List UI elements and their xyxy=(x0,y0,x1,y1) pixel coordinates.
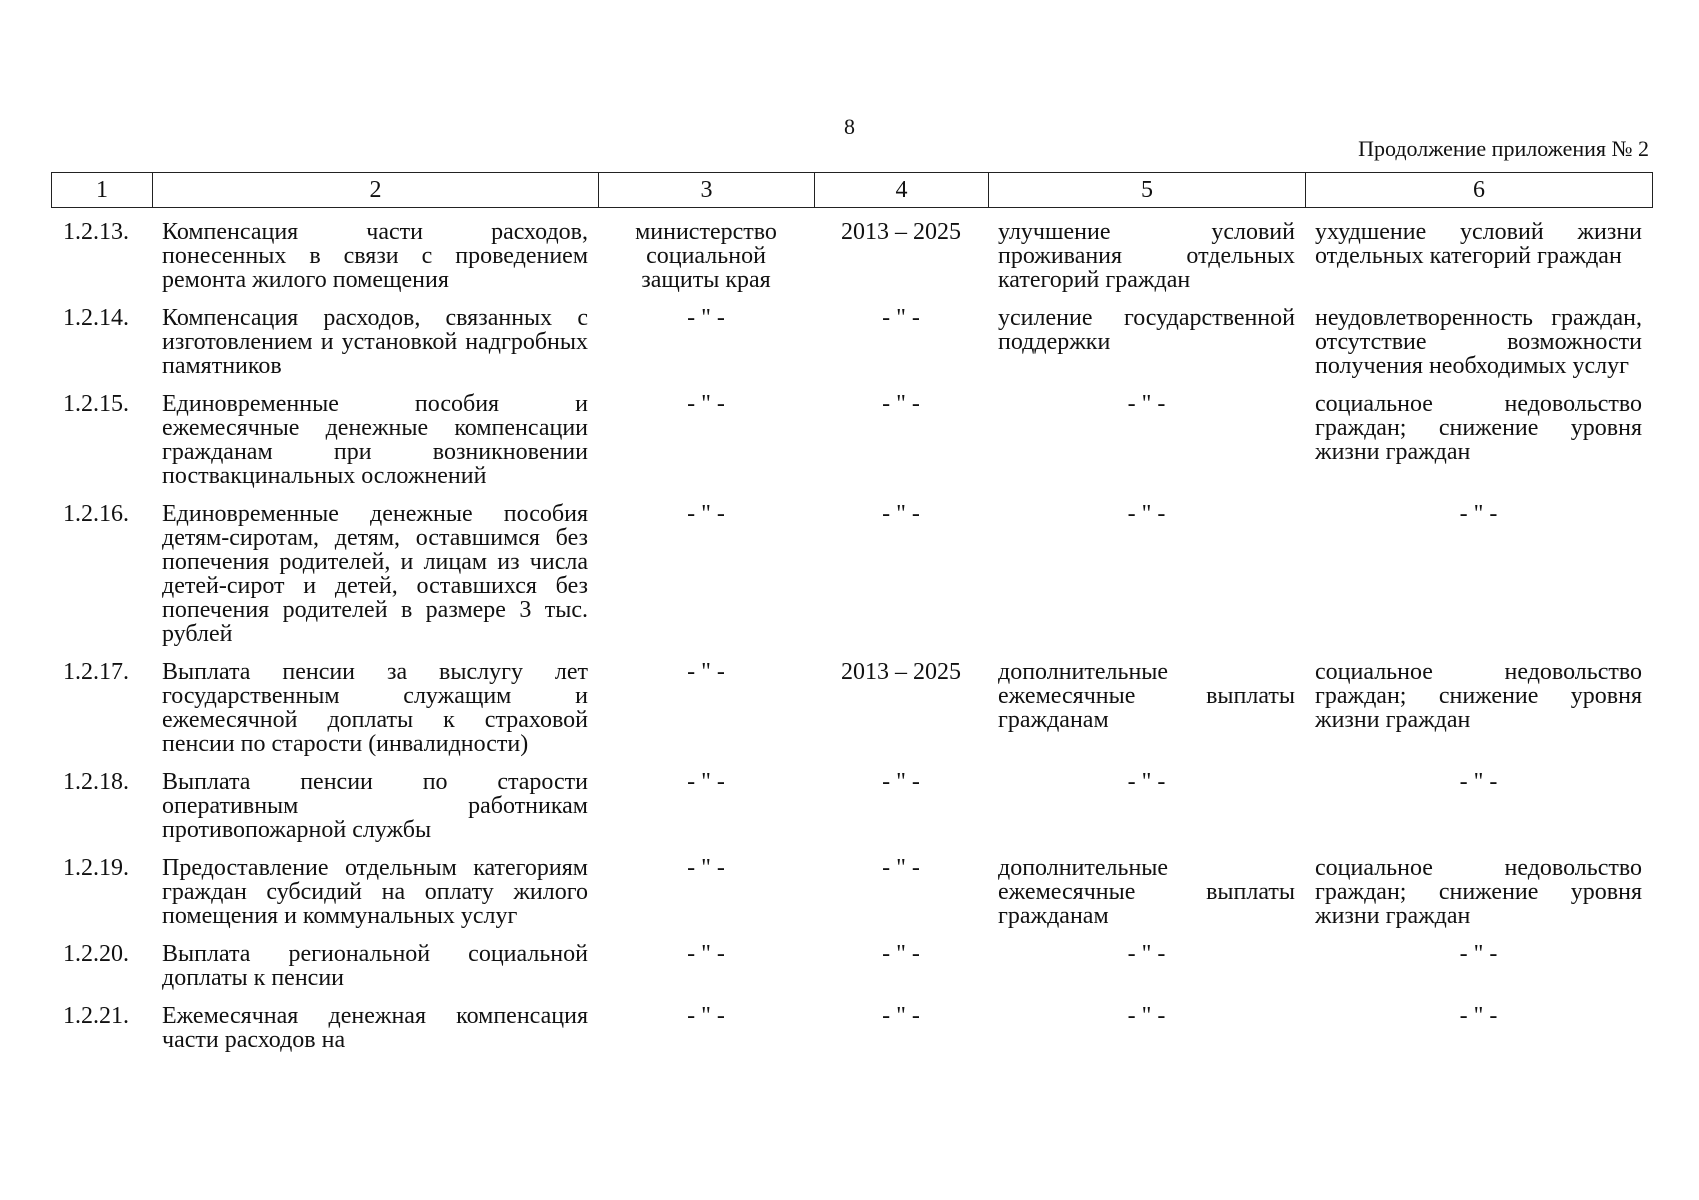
header-cell: 6 xyxy=(1306,173,1653,208)
header-cell: 2 xyxy=(153,173,599,208)
consequence: ухудшение условий жизни отдельных категорий граждан xyxy=(1315,219,1642,269)
table-row xyxy=(51,940,1652,1002)
executor: - " - xyxy=(687,769,725,795)
header-cell: 1 xyxy=(52,173,153,208)
period: - " - xyxy=(882,941,920,967)
expected-result: - " - xyxy=(1127,501,1166,527)
executor: - " - xyxy=(687,855,725,881)
consequence: - " - xyxy=(1459,501,1498,527)
measure-number: 1.2.21. xyxy=(63,1003,129,1029)
expected-result: улучшение условий проживания отдельных категорий граждан xyxy=(998,219,1295,293)
period: - " - xyxy=(882,1003,920,1029)
measure-name: Предоставление отдельным категориям граждан субсидий на оплату жилого помещения и коммунальных услуг xyxy=(162,855,588,929)
header-cell: 3 xyxy=(599,173,815,208)
measure-number: 1.2.16. xyxy=(63,501,129,527)
table-row xyxy=(51,218,1652,304)
expected-result: - " - xyxy=(1127,391,1166,417)
measure-name: Выплата пенсии по старости оперативным работникам противопожарной службы xyxy=(162,769,588,843)
measure-number: 1.2.19. xyxy=(63,855,129,881)
table-row xyxy=(51,304,1652,390)
consequence: - " - xyxy=(1459,769,1498,795)
executor: - " - xyxy=(687,1003,725,1029)
period: - " - xyxy=(882,305,920,331)
table-row xyxy=(51,390,1652,500)
consequence: - " - xyxy=(1459,941,1498,967)
period: 2013 – 2025 xyxy=(841,659,961,685)
table-row xyxy=(51,768,1652,854)
measure-number: 1.2.18. xyxy=(63,769,129,795)
executor: - " - xyxy=(687,391,725,417)
executor: министерство социальной защиты края xyxy=(635,219,777,293)
expected-result: дополнительные ежемесячные выплаты гражданам xyxy=(998,659,1295,733)
expected-result: усиление государственной поддержки xyxy=(998,305,1295,355)
measure-name: Компенсация части расходов, понесенных в связи с проведением ремонта жилого помещения xyxy=(162,219,588,293)
executor: - " - xyxy=(687,941,725,967)
measure-number: 1.2.17. xyxy=(63,659,129,685)
table-row xyxy=(51,500,1652,658)
consequence: - " - xyxy=(1459,1003,1498,1029)
period: - " - xyxy=(882,501,920,527)
consequence: социальное недовольство граждан; снижение уровня жизни граждан xyxy=(1315,391,1642,465)
measure-name: Выплата региональной социальной доплаты к пенсии xyxy=(162,941,588,991)
page-number: 8 xyxy=(844,114,855,139)
period: - " - xyxy=(882,769,920,795)
measure-number: 1.2.20. xyxy=(63,941,129,967)
table-row xyxy=(51,1002,1652,1064)
measure-name: Единовременные денежные пособия детям-сиротам, детям, оставшимся без попечения родителей, и лицам из числа детей-сирот и детей, оставшихся без попечения родителей в размере 3 тыс. рублей xyxy=(162,501,588,647)
period: - " - xyxy=(882,855,920,881)
expected-result: - " - xyxy=(1127,769,1166,795)
measure-name: Компенсация расходов, связанных с изготовлением и установкой надгробных памятников xyxy=(162,305,588,379)
executor: - " - xyxy=(687,659,725,685)
executor: - " - xyxy=(687,305,725,331)
period: - " - xyxy=(882,391,920,417)
expected-result: - " - xyxy=(1127,1003,1166,1029)
consequence: социальное недовольство граждан; снижение уровня жизни граждан xyxy=(1315,659,1642,733)
consequence: неудовлетворенность граждан, отсутствие возможности получения необходимых услуг xyxy=(1315,305,1642,379)
table-row xyxy=(51,854,1652,940)
measure-name: Ежемесячная денежная компенсация части расходов на xyxy=(162,1003,588,1053)
consequence: социальное недовольство граждан; снижение уровня жизни граждан xyxy=(1315,855,1642,929)
measures-table xyxy=(51,218,1652,1064)
period: 2013 – 2025 xyxy=(841,219,961,245)
header-row xyxy=(52,173,1653,208)
expected-result: дополнительные ежемесячные выплаты гражданам xyxy=(998,855,1295,929)
header-cell: 5 xyxy=(989,173,1306,208)
measure-name: Единовременные пособия и ежемесячные денежные компенсации гражданам при возникновении поствакцинальных осложнений xyxy=(162,391,588,489)
expected-result: - " - xyxy=(1127,941,1166,967)
executor: - " - xyxy=(687,501,725,527)
header-cell: 4 xyxy=(815,173,989,208)
column-number-header xyxy=(51,172,1653,208)
continuation-label: Продолжение приложения № 2 xyxy=(1358,136,1649,161)
measure-name: Выплата пенсии за выслугу лет государственным служащим и ежемесячной доплаты к страховой пенсии по старости (инвалидности) xyxy=(162,659,588,757)
measure-number: 1.2.14. xyxy=(63,305,129,331)
measure-number: 1.2.15. xyxy=(63,391,129,417)
table-row xyxy=(51,658,1652,768)
measure-number: 1.2.13. xyxy=(63,219,129,245)
